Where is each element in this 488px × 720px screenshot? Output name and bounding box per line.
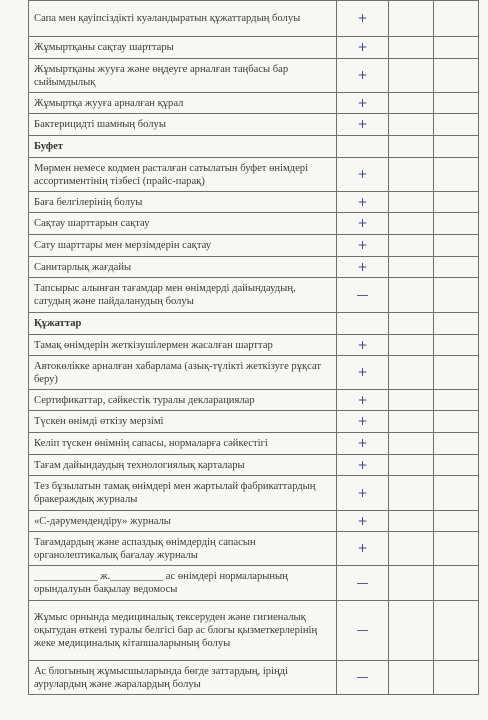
requirement-text: «С-дәрумендендіру» журналы (29, 511, 337, 532)
compliance-mark-plus: + (337, 532, 389, 566)
compliance-mark-plus: + (337, 235, 389, 257)
empty-cell (434, 335, 479, 356)
requirement-text: Тамақ өнімдерін жеткізушілермен жасалған шарттар (29, 335, 337, 356)
empty-cell (434, 59, 479, 93)
empty-cell (389, 1, 434, 37)
empty-cell (434, 1, 479, 37)
compliance-mark-plus: + (337, 213, 389, 235)
checklist-row (29, 661, 479, 695)
checklist-row (29, 1, 479, 37)
empty-cell (389, 601, 434, 661)
empty-cell (389, 455, 434, 476)
checklist-rows (29, 1, 479, 695)
compliance-mark-plus: + (337, 511, 389, 532)
compliance-mark-plus: + (337, 356, 389, 390)
requirement-text: Автокөлікке арналған хабарлама (азық-түлікті жеткізуге рұқсат беру) (29, 356, 337, 390)
compliance-mark-empty (337, 136, 389, 158)
empty-cell (434, 158, 479, 192)
empty-cell (389, 136, 434, 158)
empty-cell (389, 37, 434, 59)
empty-cell (389, 335, 434, 356)
requirement-text: Жұмыс орнында медициналық тексеруден және гигиеналық оқытудан өткені туралы белгісі бар ас блогы қызметкерлерінің жеке медициналық кітапшаларының болуы (29, 601, 337, 661)
compliance-mark-plus: + (337, 257, 389, 278)
empty-cell (434, 93, 479, 114)
empty-cell (389, 476, 434, 511)
checklist-row (29, 511, 479, 532)
checklist-row (29, 257, 479, 278)
compliance-mark-plus: + (337, 433, 389, 455)
empty-cell (434, 476, 479, 511)
compliance-mark-plus: + (337, 476, 389, 511)
empty-cell (434, 532, 479, 566)
empty-cell (389, 158, 434, 192)
empty-cell (389, 661, 434, 695)
checklist-row (29, 532, 479, 566)
empty-cell (434, 192, 479, 213)
empty-cell (434, 313, 479, 335)
empty-cell (389, 313, 434, 335)
empty-cell (434, 278, 479, 313)
empty-cell (434, 213, 479, 235)
empty-cell (434, 136, 479, 158)
requirement-text: Тапсырыс алынған тағамдар мен өнімдерді дайындаудың, сатудың және пайдаланудың болуы (29, 278, 337, 313)
section-header-row (29, 136, 479, 158)
empty-cell (389, 532, 434, 566)
section-title: Буфет (29, 136, 337, 158)
empty-cell (434, 411, 479, 433)
empty-cell (389, 114, 434, 136)
compliance-mark-plus: + (337, 411, 389, 433)
requirement-text: Сапа мен қауіпсіздікті куәландыратын құжаттардың болуы (29, 1, 337, 37)
checklist-row (29, 192, 479, 213)
requirement-text: Жұмыртқаны жууға және өңдеуге арналған таңбасы бар сыйымдылық (29, 59, 337, 93)
checklist-row (29, 455, 479, 476)
empty-cell (434, 257, 479, 278)
compliance-mark-plus: + (337, 335, 389, 356)
requirement-text: Сату шарттары мен мерзімдерін сақтау (29, 235, 337, 257)
section-title: Құжаттар (29, 313, 337, 335)
checklist-row (29, 335, 479, 356)
requirement-text: Баға белгілерінің болуы (29, 192, 337, 213)
empty-cell (434, 566, 479, 601)
requirement-text: Келіп түскен өнімнің сапасы, нормаларға сәйкестігі (29, 433, 337, 455)
empty-cell (434, 511, 479, 532)
requirement-text: Мөрмен немесе кодмен расталған сатылатын буфет өнімдері ассортиментінің тізбесі (прайс-парақ) (29, 158, 337, 192)
compliance-mark-plus: + (337, 1, 389, 37)
empty-cell (389, 356, 434, 390)
requirement-text: Түскен өнімді өткізу мерзімі (29, 411, 337, 433)
compliance-mark-plus: + (337, 455, 389, 476)
empty-cell (389, 213, 434, 235)
empty-cell (389, 390, 434, 411)
compliance-mark-dash: — (337, 661, 389, 695)
compliance-mark-empty (337, 313, 389, 335)
inspection-checklist-table (28, 0, 479, 695)
empty-cell (389, 257, 434, 278)
empty-cell (434, 356, 479, 390)
checklist-row (29, 235, 479, 257)
compliance-mark-plus: + (337, 37, 389, 59)
compliance-mark-plus: + (337, 59, 389, 93)
checklist-row (29, 59, 479, 93)
checklist-row (29, 390, 479, 411)
empty-cell (434, 390, 479, 411)
checklist-row (29, 476, 479, 511)
empty-cell (389, 93, 434, 114)
empty-cell (389, 59, 434, 93)
empty-cell (434, 114, 479, 136)
requirement-text: Сақтау шарттарын сақтау (29, 213, 337, 235)
compliance-mark-dash: — (337, 278, 389, 313)
requirement-text: Жұмыртқаны сақтау шарттары (29, 37, 337, 59)
compliance-mark-plus: + (337, 114, 389, 136)
requirement-text: Жұмыртқа жууға арналған құрал (29, 93, 337, 114)
checklist-row (29, 213, 479, 235)
checklist-row (29, 93, 479, 114)
requirement-text: ____________ ж.__________ ас өнімдері нормаларының орындалуын бақылау ведомосы (29, 566, 337, 601)
requirement-text: Сертификаттар, сәйкестік туралы декларациялар (29, 390, 337, 411)
checklist-row (29, 158, 479, 192)
requirement-text: Тағам дайындаудың технологиялық карталары (29, 455, 337, 476)
empty-cell (389, 433, 434, 455)
empty-cell (434, 661, 479, 695)
requirement-text: Санитарлық жағдайы (29, 257, 337, 278)
checklist-row (29, 356, 479, 390)
empty-cell (389, 278, 434, 313)
compliance-mark-plus: + (337, 93, 389, 114)
empty-cell (389, 192, 434, 213)
empty-cell (434, 455, 479, 476)
empty-cell (389, 235, 434, 257)
requirement-text: Тағамдардың және аспаздық өнімдердің сапасын органолептикалық бағалау журналы (29, 532, 337, 566)
compliance-mark-plus: + (337, 158, 389, 192)
section-header-row (29, 313, 479, 335)
empty-cell (434, 433, 479, 455)
empty-cell (389, 566, 434, 601)
checklist-row (29, 114, 479, 136)
requirement-text: Тез бұзылатын тамақ өнімдері мен жартылай фабрикаттардың бракераждық журналы (29, 476, 337, 511)
requirement-text: Бактерицидті шамның болуы (29, 114, 337, 136)
checklist-row (29, 566, 479, 601)
requirement-text: Ас блогының жұмысшыларында бөгде заттардың, іріңді аурулардың және жаралардың болуы (29, 661, 337, 695)
empty-cell (434, 601, 479, 661)
empty-cell (434, 235, 479, 257)
compliance-mark-dash: — (337, 601, 389, 661)
compliance-mark-plus: + (337, 192, 389, 213)
checklist-row (29, 37, 479, 59)
compliance-mark-plus: + (337, 390, 389, 411)
compliance-mark-dash: — (337, 566, 389, 601)
checklist-row (29, 601, 479, 661)
checklist-row (29, 433, 479, 455)
empty-cell (434, 37, 479, 59)
empty-cell (389, 511, 434, 532)
checklist-row (29, 278, 479, 313)
checklist-row (29, 411, 479, 433)
empty-cell (389, 411, 434, 433)
